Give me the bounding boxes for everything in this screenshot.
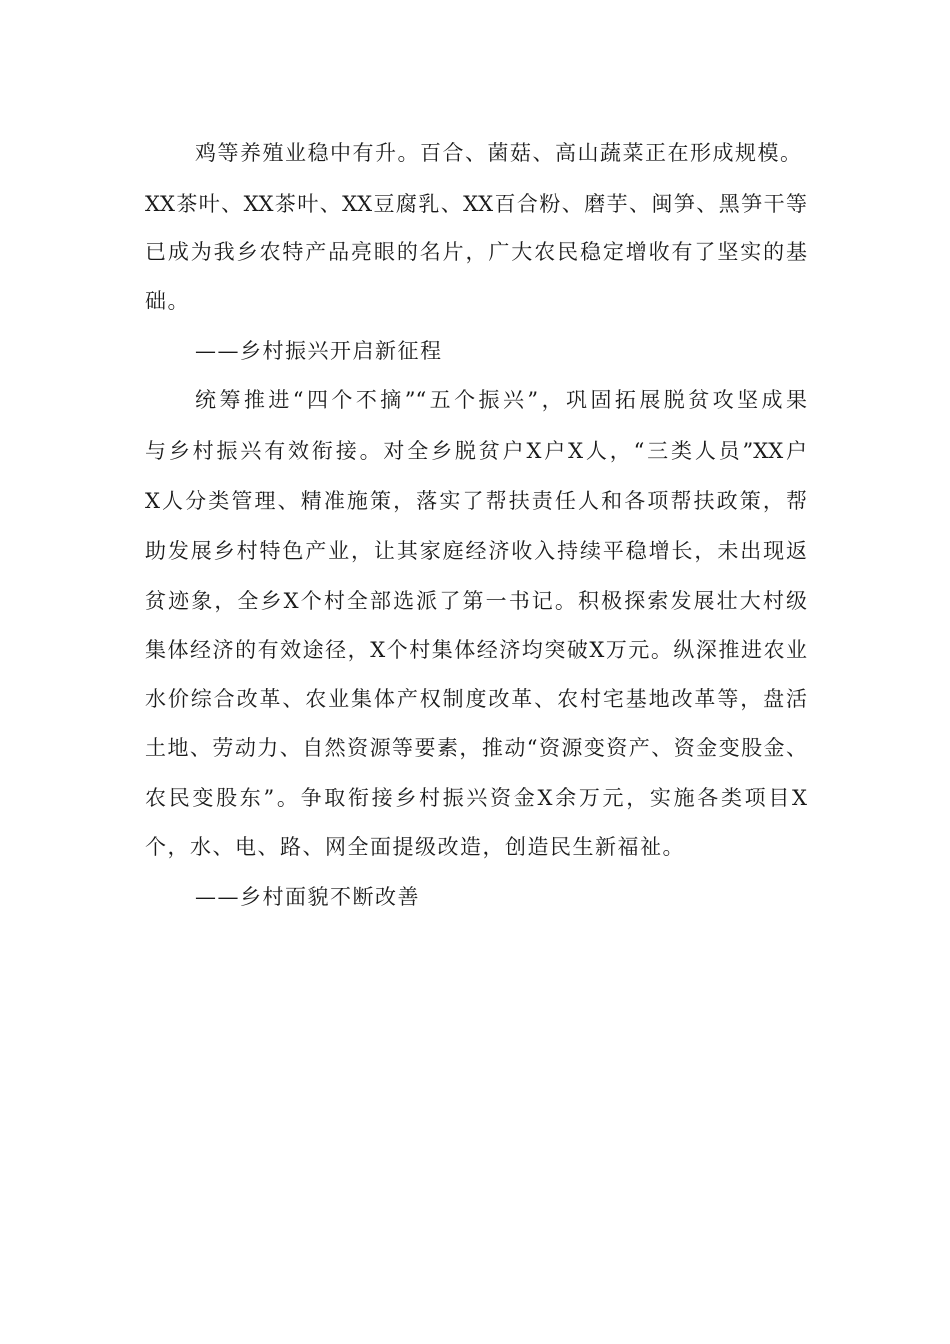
text-line: 土地、劳动力、自然资源等要素，推动“资源变资产、资金变股金、 [145,736,807,760]
text-line: 统筹推进“四个不摘”“五个振兴”，巩固拓展脱贫攻坚成果 [195,388,807,412]
text-line: 水价综合改革、农业集体产权制度改革、农村宅基地改革等，盘活 [145,687,807,711]
text-line: 助发展乡村特色产业，让其家庭经济收入持续平稳增长，未出现返 [145,539,807,563]
section-heading: ——乡村面貌不断改善 [195,885,420,909]
text-line: X人分类管理、精准施策，落实了帮扶责任人和各项帮扶政策，帮 [145,489,807,513]
text-line: 贫迹象，全乡X个村全部选派了第一书记。积极探索发展壮大村级 [145,589,807,613]
text-line: XX茶叶、XX茶叶、XX豆腐乳、XX百合粉、磨芋、闽笋、黑笋干等 [145,192,807,216]
section-heading: ——乡村振兴开启新征程 [195,339,443,363]
text-line: 集体经济的有效途径，X个村集体经济均突破X万元。纵深推进农业 [145,638,807,662]
text-line: 已成为我乡农特产品亮眼的名片，广大农民稳定增收有了坚实的基 [145,240,807,264]
text-line: 鸡等养殖业稳中有升。百合、菌菇、高山蔬菜正在形成规模。 [195,141,803,165]
text-line: 个，水、电、路、网全面提级改造，创造民生新福祉。 [145,835,685,859]
text-line: 与乡村振兴有效衔接。对全乡脱贫户X户X人，“三类人员”XX户 [145,439,807,463]
text-line: 础。 [145,289,190,313]
text-line: 农民变股东”。争取衔接乡村振兴资金X余万元，实施各类项目X [145,786,807,810]
